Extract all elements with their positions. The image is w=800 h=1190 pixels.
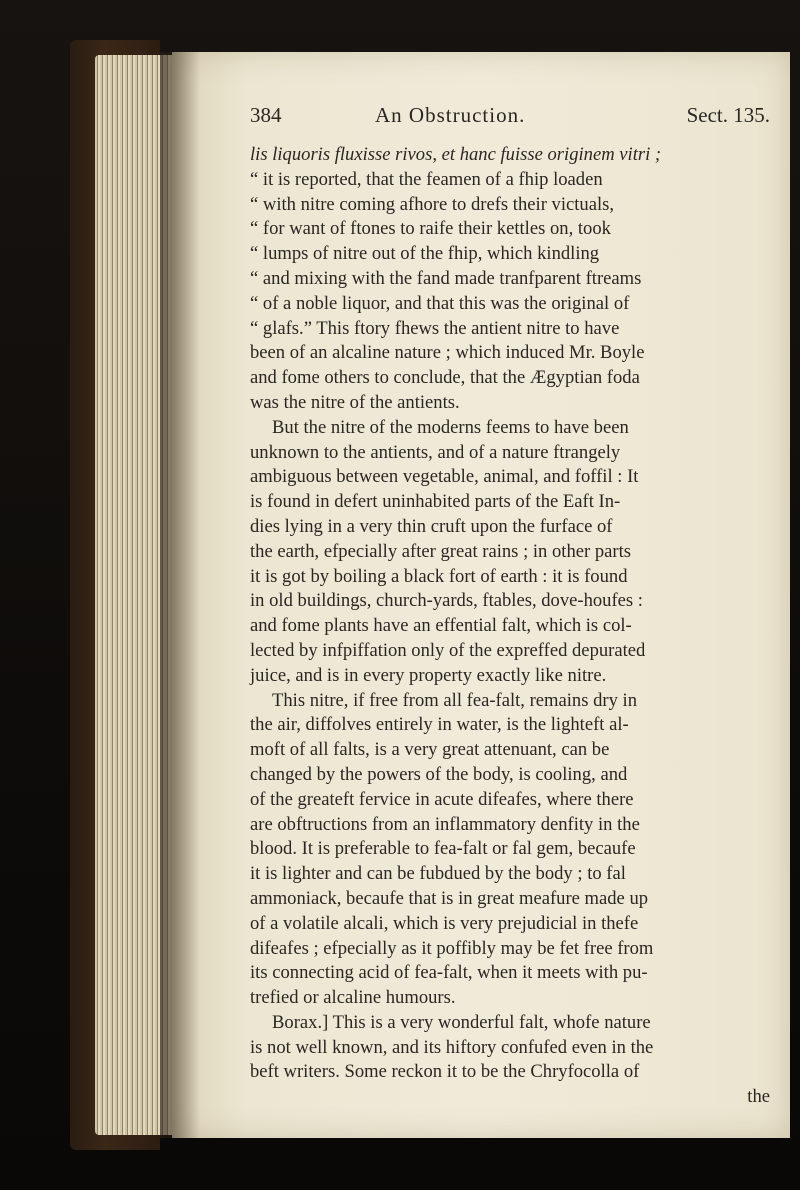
text-line: in old buildings, church-yards, ftables, dove-houfes : (250, 590, 643, 612)
text-line: is found in defert uninhabited parts of the Eaft In- (250, 491, 621, 513)
text-line: difeafes ; efpecially as it poffibly may be fet free from (250, 937, 654, 959)
text-line: the earth, efpecially after great rains ; in other parts (250, 540, 631, 562)
text-line: been of an alcaline nature ; which induced Mr. Boyle (250, 342, 645, 364)
text-line: “ with nitre coming afhore to drefs their victuals, (250, 193, 615, 215)
text-line: beft writers. Some reckon it to be the Chryfocolla of (250, 1061, 640, 1083)
running-title: An Obstruction. (375, 103, 526, 127)
text-line: “ lumps of nitre out of the fhip, which kindling (250, 243, 600, 265)
running-header (250, 103, 770, 143)
page-number: 384 (250, 103, 282, 127)
text-line: juice, and is in every property exactly like nitre. (250, 664, 607, 686)
paragraph-start-line: But the nitre of the moderns feems to have been (272, 416, 629, 438)
text-line: its connecting acid of fea-falt, when it meets with pu- (250, 962, 648, 984)
section-number: Sect. 135. (686, 103, 770, 127)
text-line: lected by infpiffation only of the expreffed depurated (250, 639, 646, 661)
text-line: and fome plants have an effential falt, which is col- (250, 615, 632, 637)
gutter-shadow (160, 52, 200, 1138)
catchword: the (747, 1086, 770, 1108)
text-line: ambiguous between vegetable, animal, and foffil : It (250, 466, 639, 488)
text-line: “ glafs.” This ftory fhews the antient nitre to have (250, 317, 620, 339)
text-line: dies lying in a very thin cruft upon the furface of (250, 515, 613, 537)
page-text (250, 103, 770, 1110)
text-line: of the greateft fervice in acute difeafes, where there (250, 788, 634, 810)
text-line: changed by the powers of the body, is cooling, and (250, 763, 628, 785)
text-line: lis liquoris fluxisse rivos, et hanc fuisse originem vitri ; (250, 144, 662, 165)
text-line: ammoniack, becaufe that is in great meafure made up (250, 887, 649, 909)
text-line: “ it is reported, that the feamen of a fhip loaden (250, 168, 603, 190)
text-line: trefied or alcaline humours. (250, 987, 456, 1009)
text-line: is not well known, and its hiftory confufed even in the (250, 1036, 654, 1058)
text-line: was the nitre of the antients. (250, 391, 460, 413)
text-line: moft of all falts, is a very great attenuant, can be (250, 739, 610, 761)
text-line: the air, diffolves entirely in water, is the lighteft al- (250, 714, 629, 736)
paragraph-start-line: This nitre, if free from all fea-falt, remains dry in (272, 689, 638, 711)
text-line: “ for want of ftones to raife their kettles on, took (250, 218, 611, 240)
text-line: and fome others to conclude, that the Ægyptian foda (250, 367, 640, 389)
text-line: of a volatile alcali, which is very prejudicial in thefe (250, 912, 639, 934)
text-line: blood. It is preferable to fea-falt or fal gem, becaufe (250, 838, 636, 860)
text-line: are obftructions from an inflammatory denfity in the (250, 813, 640, 835)
text-line: it is got by boiling a black fort of earth : it is found (250, 565, 628, 587)
paragraph-start-line: Borax.] This is a very wonderful falt, whofe nature (272, 1011, 651, 1033)
text-line: it is lighter and can be fubdued by the body ; to fal (250, 863, 626, 885)
text-line: “ of a noble liquor, and that this was the original of (250, 292, 630, 314)
text-line: “ and mixing with the fand made tranfparent ftreams (250, 267, 642, 289)
text-line: unknown to the antients, and of a nature ftrangely (250, 441, 621, 463)
